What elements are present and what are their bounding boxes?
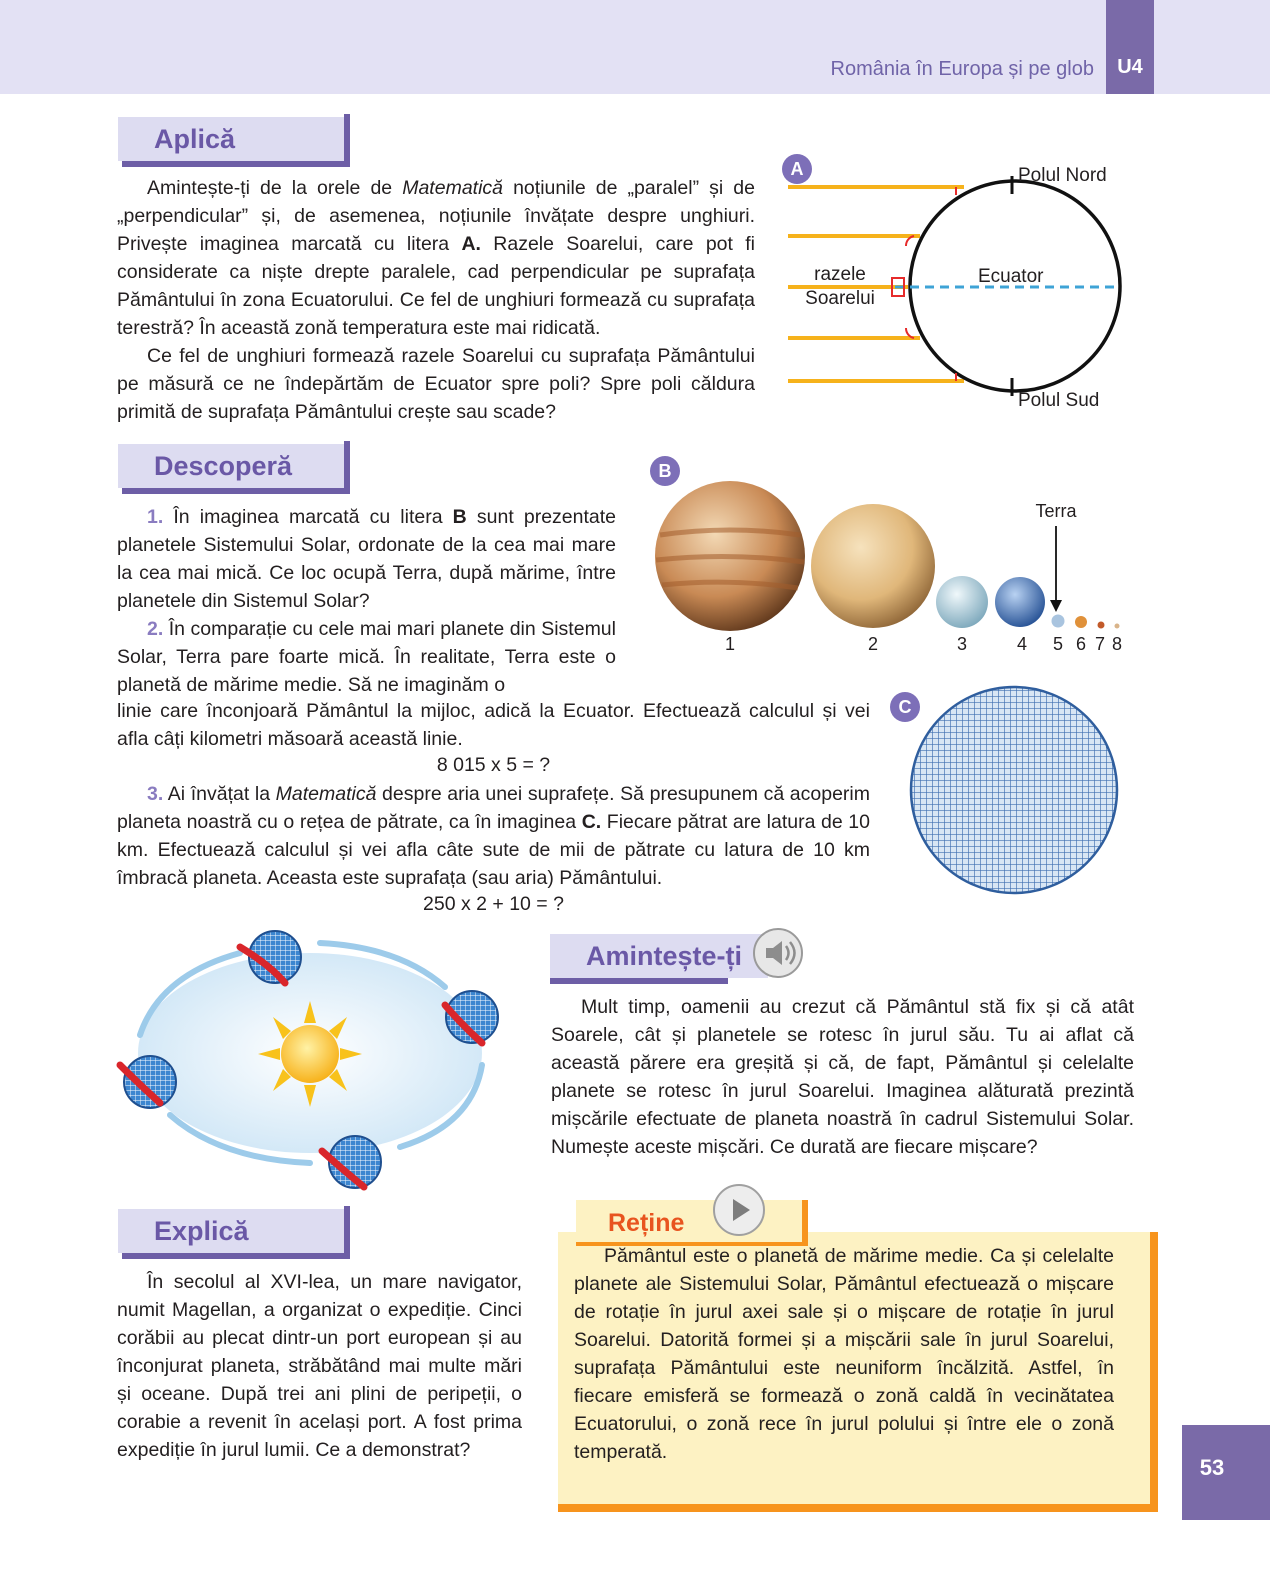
descopera-items-1-2: 1. În imaginea marcată cu litera B sunt prezentate planetele Sistemului Solar, ordonate de la cea mai mare la cea mai mică. Ce loc ocupă Terra, după mărime, între planetele din Sistemul Solar? 2. În comparație cu cele mai mari planete din Sistemul Solar, Terra pare foarte mică. În realitate, Terra este o planetă de mărime medie. Să ne imaginăm o [117, 506, 617, 696]
terra-label: Terra [1035, 501, 1077, 521]
terra-arrowhead [1050, 600, 1062, 612]
equator-label: Ecuator [978, 266, 1044, 287]
speaker-button[interactable] [752, 927, 804, 979]
aminteste-heading [550, 934, 768, 978]
calc-1: 8 015 x 5 = ? [436, 754, 551, 776]
earth-orbit-figure [110, 925, 510, 1195]
planet-number: 8 [1111, 634, 1123, 654]
grid-sphere-circle [911, 687, 1117, 893]
figure-b-badge: B [650, 456, 680, 486]
page-number: 53 [1199, 1455, 1225, 1480]
explica-text: În secolul al XVI-lea, un mare navigator, numit Magellan, a organizat o expediție. Cinci corăbii au plecat dintr-un port european și au înconjurat planeta, străbătând mai multe mări și oceane. După trei ani plini de peripeții, o corabie a revenit în același port. A fost prima expediție în jurul lumii. Ce a demonstrat? [117, 1271, 522, 1461]
aplica-heading [118, 117, 344, 161]
north-pole-label: Polul Nord [1018, 165, 1107, 186]
planet-number: 2 [867, 634, 879, 654]
retine-text: Pământul este o planetă de mărime medie. Ca și celelalte planete ale Sistemului Solar, Pământul efectuează o mișcare de rotație în jurul axei sale și o mișcare de rotație în jurul Soarelui. Datorită formei și a mișcării sale în jurul Soarelui, suprafața Pământului este neuniform încălzită. Astfel, în fiecare emisferă se formează o zonă caldă în vecinătatea Ecuatorului, o zonă rece în jurul polului și între ele o zonă temperată. [574, 1245, 1114, 1463]
planet-2 [811, 504, 935, 628]
running-title: România în Europa și pe glob [830, 58, 1094, 80]
planet-number: 7 [1094, 634, 1106, 654]
unit-tab [1106, 0, 1154, 94]
unit-code: U4 [1117, 56, 1143, 78]
rays-label-2: Soarelui [805, 288, 875, 309]
descopera-item-3: 3. Ai învățat la Matematică despre aria unei suprafețe. Să presupunem că acoperim planeta noastră cu o rețea de pătrate, ca în imaginea C. Fiecare pătrat are latura de 10 km. Efectuează calculul și vei afla câte sute de mii de pătrate cu latura de 10 km îmbracă planeta. Aceasta este suprafața (sau aria) Pământului. [117, 783, 870, 889]
aminteste-heading-label: Amintește-ți [586, 941, 743, 971]
sun-rays-diagram [780, 150, 1140, 420]
earth-globe-icon [120, 1056, 176, 1108]
earth-globe-icon [445, 991, 498, 1043]
aplica-heading-label: Aplică [154, 124, 236, 154]
descopera-item-2-continued: linie care înconjoară Pământul la mijloc, adică la Ecuator. Efectuează calculul și vei afla câți kilometri măsoară această linie. [117, 700, 870, 750]
speaker-icon [752, 927, 804, 979]
calc-2: 250 x 2 + 10 = ? [423, 893, 564, 915]
play-button[interactable] [712, 1183, 766, 1237]
play-icon [712, 1183, 766, 1237]
descopera-heading [118, 444, 344, 488]
aplica-text: Amintește-ți de la orele de Matematică noțiunile de „paralel” și de „perpendicular” și, de asemenea, noțiunile învățate despre unghiuri. Privește imaginea marcată cu litera A. Razele Soarelui, care pot fi considerate ca niște drepte paralele, cad perpendicular pe suprafața Pământului în zona Ecuatorului. Ce fel de unghiuri formează cu suprafața terestră? În această zonă temperatura este mai ridicată. Ce fel de unghiuri formează razele Soarelui cu suprafața Pământului pe măsură ce ne îndepărtăm de Ecuator spre poli? Spre poli căldura primită de suprafața Pământului crește sau scade? [117, 177, 756, 423]
south-pole-label: Polul Sud [1018, 390, 1100, 411]
planet-number: 6 [1075, 634, 1087, 654]
planet-number: 3 [956, 634, 968, 654]
planet-3 [936, 576, 988, 628]
planet-number: 1 [724, 634, 736, 654]
planet-6 [1075, 616, 1087, 628]
planet-4 [995, 577, 1045, 627]
planet-number: 4 [1016, 634, 1028, 654]
retine-heading: Reține [576, 1200, 808, 1246]
figure-a-badge: A [782, 154, 812, 184]
planet-number: 5 [1052, 634, 1064, 654]
explica-heading [118, 1209, 344, 1253]
aminteste-text: Mult timp, oamenii au crezut că Pământul stă fix și că atât Soarele, cât și planetele se rotesc în jurul său. Tu ai aflat că această părere era greșită și că, de fapt, Pământul și celelalte planete se rotesc în jurul Soarelui. Imaginea alăturată prezintă mișcările efectuate de planeta noastră în cadrul Sistemului Solar. Numește aceste mișcări. Ce durată are fiecare mișcare? [551, 996, 1134, 1158]
planets-figure [650, 480, 1150, 660]
figure-c-badge: C [890, 692, 920, 722]
grid-sphere [908, 684, 1120, 896]
planet-5 [1052, 615, 1065, 628]
descopera-heading-label: Descoperă [154, 451, 293, 481]
rays-label-1: razele [814, 264, 866, 285]
planet-7 [1098, 622, 1105, 629]
planet-8 [1115, 624, 1120, 629]
explica-heading-label: Explică [154, 1216, 249, 1246]
